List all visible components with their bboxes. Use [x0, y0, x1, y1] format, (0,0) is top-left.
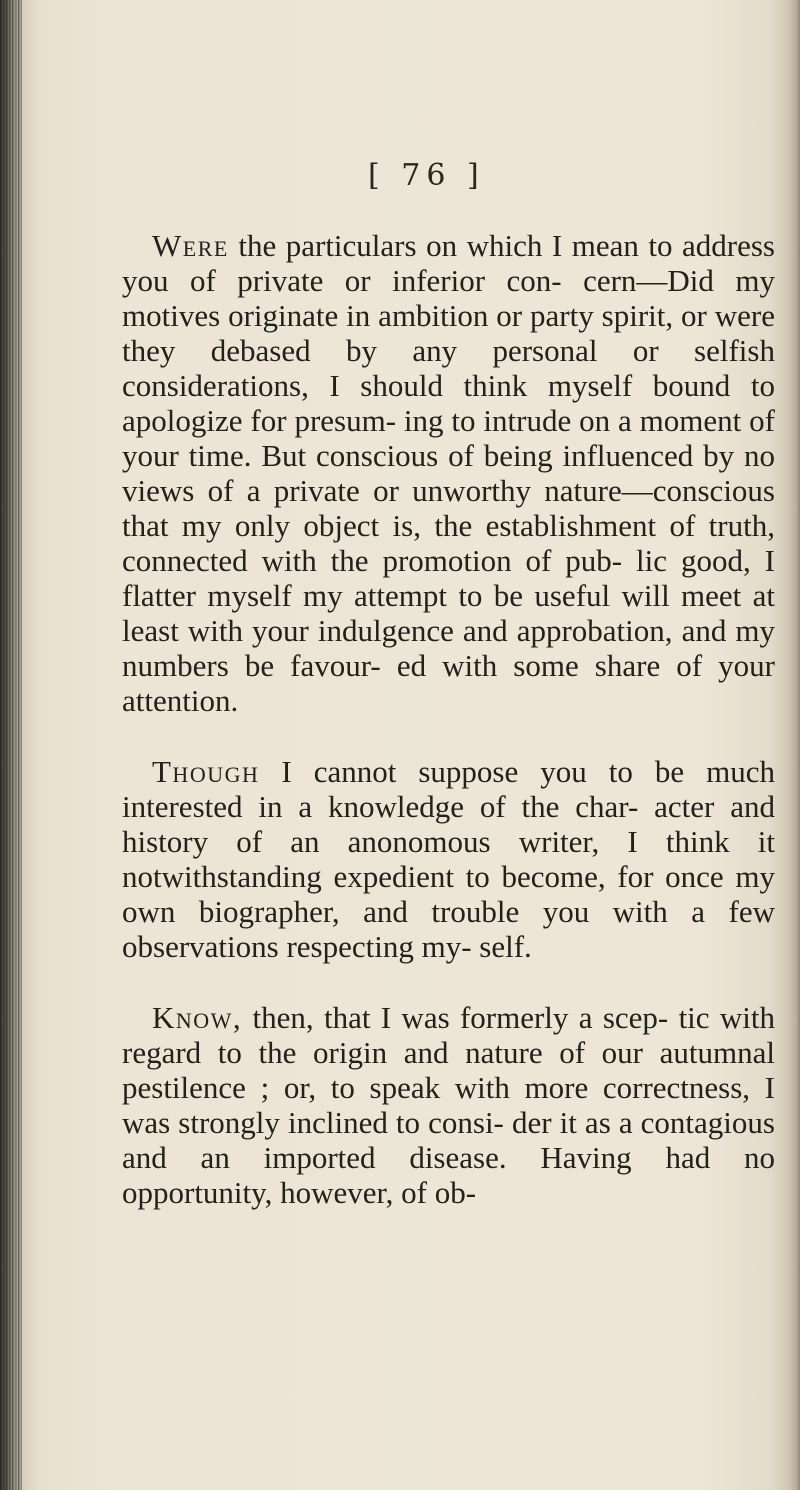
- paragraph-lead-word: Though: [152, 754, 260, 789]
- paragraph-2: [122, 754, 775, 964]
- paragraph-1: [122, 228, 775, 718]
- binding-gutter: [0, 0, 22, 1490]
- paragraph-lead-word: Were: [152, 228, 229, 263]
- page-number-header: [ 76 ]: [368, 158, 485, 193]
- paragraph-text: I cannot suppose you to be much interested in a knowledge of the char- acter and history of an anonomous writer, I think it notwithstanding expedient to become, for once my own biographer, and trouble you with a few observations respecting my- self.: [122, 754, 775, 964]
- paragraph-text: the particulars on which I mean to address you of private or inferior con- cern—Did my motives originate in ambition or party spirit, or were they debased by any personal or selfish considerations, I should think myself bound to apologize for presum- ing to intrude on a moment of your time. But conscious of being influenced by no views of a private or unworthy nature—conscious that my only object is, the establishment of truth, connected with the promotion of pub- lic good, I flatter myself my attempt to be useful will meet at least with your indulgence and approbation, and my numbers be favour- ed with some share of your attention.: [122, 228, 775, 718]
- paragraph-text: then, that I was formerly a scep- tic with regard to the origin and nature of our autumnal pestilence ; or, to speak with more correctness, I was strongly inclined to consi- der it as a contagious and an imported disease. Having had no opportunity, however, of ob-: [122, 1000, 775, 1210]
- body-text: [122, 228, 775, 1210]
- paragraph-lead-word: Know,: [152, 1000, 243, 1035]
- paragraph-3: [122, 1000, 775, 1210]
- page-edge: [788, 0, 800, 1490]
